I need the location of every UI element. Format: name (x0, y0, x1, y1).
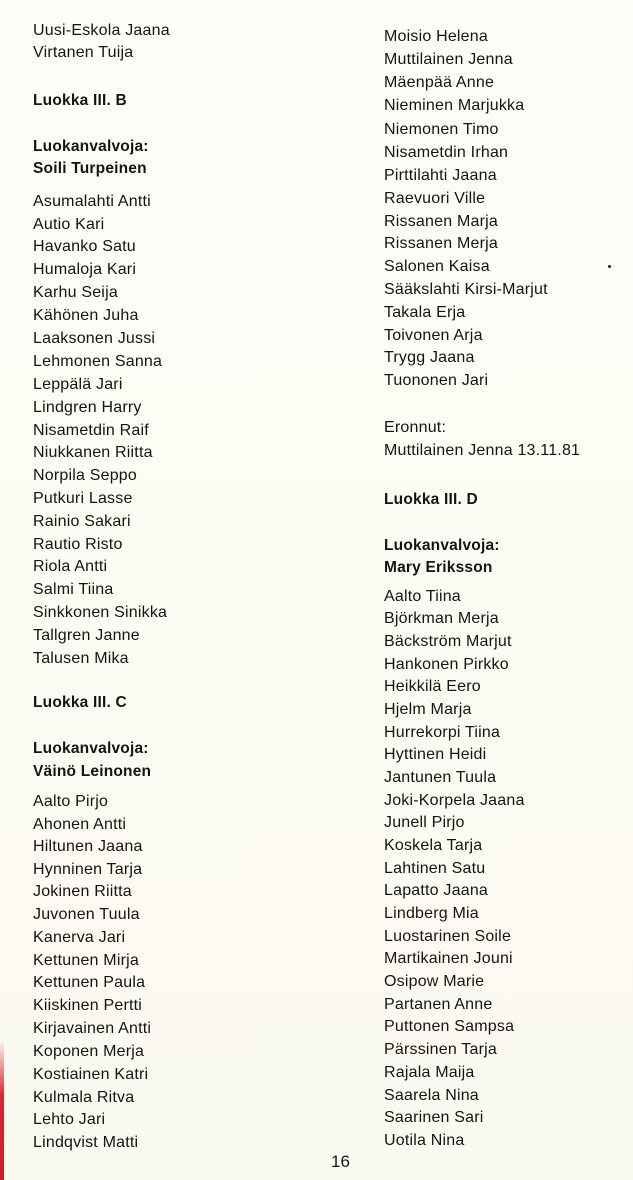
list-item: Laaksonen Jussi (33, 330, 156, 347)
list-item: Kanerva Jari (33, 929, 126, 946)
list-item: Nisametdin Raif (33, 422, 149, 439)
class-b-supervisor-label: Luokanvalvoja: (33, 138, 149, 155)
list-item: Mäenpää Anne (384, 74, 495, 91)
list-item: Junell Pirjo (384, 814, 465, 831)
class-c-supervisor-label: Luokanvalvoja: (33, 740, 149, 757)
list-item: Luostarinen Soile (384, 928, 512, 945)
list-item: Ahonen Antti (33, 816, 127, 833)
list-item: Koponen Merja (33, 1043, 145, 1060)
list-item: Partanen Anne (384, 996, 493, 1013)
class-b-supervisor-name: Soili Turpeinen (33, 160, 147, 177)
list-item: Hjelm Marja (384, 701, 472, 718)
list-item: Riola Antti (33, 558, 108, 575)
list-item: Humaloja Kari (33, 261, 137, 278)
list-item: Saarinen Sari (384, 1109, 484, 1126)
list-item: Bäckström Marjut (384, 633, 512, 650)
list-item: Jantunen Tuula (384, 769, 497, 786)
list-item: Pirttilahti Jaana (384, 167, 497, 184)
list-item: Asumalahti Antti (33, 193, 151, 210)
list-item: Björkman Merja (384, 610, 499, 627)
list-item: Lehto Jari (33, 1111, 106, 1128)
class-c-title: Luokka III. C (33, 694, 127, 711)
list-item: Kulmala Ritva (33, 1089, 135, 1106)
list-item: Rainio Sakari (33, 513, 131, 530)
list-item: Tallgren Janne (33, 627, 140, 644)
list-item: Jokinen Riitta (33, 883, 132, 900)
list-item: Niemonen Timo (384, 121, 499, 138)
list-item: Leppälä Jari (33, 376, 123, 393)
list-item: Autio Kari (33, 216, 105, 233)
list-item: Pärssinen Tarja (384, 1041, 497, 1058)
list-item: Niukkanen Riitta (33, 444, 153, 461)
list-item: Havanko Satu (33, 238, 136, 255)
list-item: Juvonen Tuula (33, 906, 140, 923)
class-d-supervisor-label: Luokanvalvoja: (384, 537, 500, 554)
class-b-title: Luokka III. B (33, 92, 127, 109)
list-item: Sinkkonen Sinikka (33, 604, 168, 621)
list-item: Hyttinen Heidi (384, 746, 487, 763)
list-item: Kiiskinen Pertti (33, 997, 143, 1014)
list-item: Kostiainen Katri (33, 1066, 149, 1083)
list-item: Lahtinen Satu (384, 860, 486, 877)
list-item: Martikainen Jouni (384, 950, 513, 967)
list-item: Toivonen Arja (384, 327, 483, 344)
list-item: Kähönen Juha (33, 307, 139, 324)
list-item: Rajala Maija (384, 1064, 475, 1081)
list-item: Uotila Nina (384, 1132, 465, 1149)
list-item: Joki-Korpela Jaana (384, 792, 525, 809)
list-item: Lindqvist Matti (33, 1134, 139, 1151)
list-item: Hankonen Pirkko (384, 656, 509, 673)
list-item: Osipow Marie (384, 973, 485, 990)
list-item: Lindgren Harry (33, 399, 142, 416)
list-item: Aalto Tiina (384, 588, 461, 605)
class-c-supervisor-name: Väinö Leinonen (33, 763, 152, 780)
list-item: Hurrekorpi Tiina (384, 724, 501, 741)
red-page-edge (0, 1040, 4, 1180)
list-item: Karhu Seija (33, 284, 118, 301)
list-item: Trygg Jaana (384, 349, 475, 366)
class-d-title: Luokka III. D (384, 491, 478, 508)
list-item: Raevuori Ville (384, 190, 486, 207)
list-item: Uusi-Eskola Jaana (33, 22, 170, 39)
list-item: Nisametdin Irhan (384, 144, 509, 161)
list-item: Virtanen Tuija (33, 44, 134, 61)
list-item: Puttonen Sampsa (384, 1018, 515, 1035)
page-number: 16 (331, 1152, 350, 1171)
list-item: Kettunen Mirja (33, 952, 139, 969)
list-item: Kettunen Paula (33, 974, 146, 991)
list-item: Lindberg Mia (384, 905, 479, 922)
list-item: Tuononen Jari (384, 372, 489, 389)
list-item: Norpila Seppo (33, 467, 137, 484)
list-item: Hiltunen Jaana (33, 838, 143, 855)
list-item: Nieminen Marjukka (384, 97, 525, 114)
list-item: Rissanen Marja (384, 213, 498, 230)
list-item: Sääkslahti Kirsi-Marjut (384, 281, 548, 298)
list-item: Putkuri Lasse (33, 490, 133, 507)
list-item: Takala Erja (384, 304, 466, 321)
list-item: Lehmonen Sanna (33, 353, 163, 370)
resigned-label: Eronnut: (384, 419, 447, 436)
print-speck (608, 265, 611, 268)
list-item: Salonen Kaisa (384, 258, 490, 275)
list-item: Heikkilä Eero (384, 678, 481, 695)
list-item: Saarela Nina (384, 1087, 479, 1104)
list-item: Kirjavainen Antti (33, 1020, 152, 1037)
resigned-entry: Muttilainen Jenna 13.11.81 (384, 442, 581, 459)
class-d-supervisor-name: Mary Eriksson (384, 559, 493, 576)
list-item: Muttilainen Jenna (384, 51, 513, 68)
list-item: Hynninen Tarja (33, 861, 143, 878)
list-item: Aalto Pirjo (33, 793, 109, 810)
list-item: Talusen Mika (33, 650, 129, 667)
list-item: Rautio Risto (33, 536, 123, 553)
list-item: Moisio Helena (384, 28, 488, 45)
list-item: Salmi Tiina (33, 581, 114, 598)
list-item: Lapatto Jaana (384, 882, 489, 899)
list-item: Rissanen Merja (384, 235, 498, 252)
list-item: Koskela Tarja (384, 837, 483, 854)
